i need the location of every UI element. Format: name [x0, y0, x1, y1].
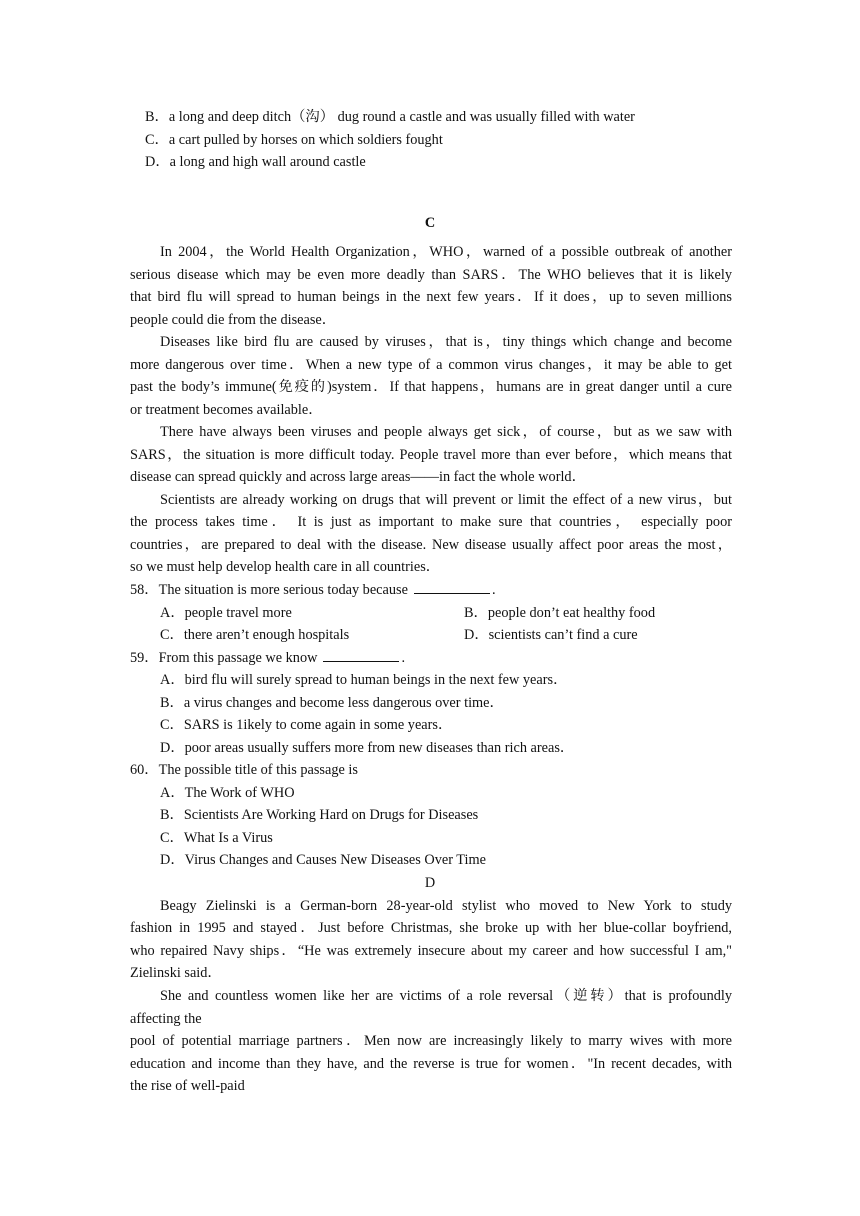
- q60-option-d: D．Virus Changes and Causes New Diseases Over Time: [160, 852, 486, 868]
- passage-c-p4-line1: Scientists are already working on drugs that will prevent or limit the effect of a new virus，but: [160, 492, 732, 508]
- q60-option-b: B．Scientists Are Working Hard on Drugs for Diseases: [160, 807, 479, 823]
- passage-d-p1-line1: Beagy Zielinski is a German-born 28-year-old stylist who moved to New York to study: [160, 898, 732, 914]
- passage-c-p1-line3: that bird flu will spread to human beings in the next few years．If it does，up to seven millions: [130, 289, 732, 305]
- question-58-stem: 58．The situation is more serious today because: [130, 582, 408, 598]
- question-59: [130, 648, 405, 668]
- passage-d-p2-line5: the rise of well-paid: [130, 1078, 245, 1094]
- passage-c-p3-line1: There have always been viruses and people always get sick，of course，but as we saw with: [160, 424, 732, 440]
- q59-option-d: D．poor areas usually suffers more from new diseases than rich areas．: [160, 740, 575, 756]
- passage-d-p1-line3: who repaired Navy ships．“He was extremely insecure about my career and how successful I am,": [130, 943, 732, 959]
- prev-option-c: C．a cart pulled by horses on which soldiers fought: [145, 132, 443, 148]
- passage-c-p3-line2: SARS，the situation is more difficult today. People travel more than ever before，which means that: [130, 447, 732, 463]
- prev-option-d: D．a long and high wall around castle: [145, 154, 366, 170]
- question-60-stem: 60．The possible title of this passage is: [130, 762, 358, 778]
- q60-option-a: A．The Work of WHO: [160, 785, 295, 801]
- passage-d-p2-line1: She and countless women like her are victims of a role reversal（逆转）that is profoundly: [160, 988, 732, 1004]
- passage-c-p2-line4: or treatment becomes available．: [130, 402, 323, 418]
- q59-option-a: A．bird flu will surely spread to human beings in the next few years．: [160, 672, 568, 688]
- question-59-stem: 59．From this passage we know: [130, 650, 318, 666]
- passage-c-p2-line2: more dangerous over time．When a new type of a common virus changes，it may be able to get: [130, 357, 732, 373]
- passage-d-p1-line2: fashion in 1995 and stayed．Just before Christmas, she broke up with her blue-collar boyfriend,: [130, 920, 732, 936]
- passage-c-p1-line1: In 2004，the World Health Organization，WHO，warned of a possible outbreak of another: [160, 244, 732, 260]
- answer-blank: [414, 580, 490, 594]
- q58-option-b: B．people don’t eat healthy food: [464, 605, 656, 621]
- passage-c-p2-line3: past the body’s immune(免疫的)system．If that happens，humans are in great danger until a cure: [130, 379, 732, 395]
- passage-d-p1-line4: Zielinski said．: [130, 965, 222, 981]
- passage-c-p1-line2: serious disease which may be even more deadly than SARS．The WHO believes that it is likely: [130, 267, 732, 283]
- passage-c-p4-line3: countries，are prepared to deal with the disease. New disease usually affect poor areas the most，: [130, 537, 732, 553]
- q58-option-a: A．people travel more: [160, 605, 292, 621]
- passage-c-p4-line4: so we must help develop health care in all countries．: [130, 559, 441, 575]
- answer-blank: [323, 648, 399, 662]
- passage-d-p2-line3: pool of potential marriage partners．Men now are increasingly likely to marry wives with more: [130, 1033, 732, 1049]
- passage-c-p4-line2: the process takes time． It is just as important to make sure that countries， especially poor: [130, 514, 732, 530]
- prev-option-b: B．a long and deep ditch（沟） dug round a castle and was usually filled with water: [145, 109, 635, 125]
- section-c-heading: C: [424, 215, 436, 231]
- passage-c-p2-line1: Diseases like bird flu are caused by viruses，that is，tiny things which change and become: [160, 334, 732, 350]
- question-58: [130, 580, 496, 600]
- passage-c-p1-line4: people could die from the disease．: [130, 312, 337, 328]
- passage-d-p2-line2: affecting the: [130, 1011, 202, 1027]
- passage-d-p2-line4: education and income than they have, and the reverse is true for women．"In recent decades, with: [130, 1056, 732, 1072]
- q60-option-c: C．What Is a Virus: [160, 830, 273, 846]
- passage-c-p3-line3: disease can spread quickly and across large areas——in fact the whole world．: [130, 469, 586, 485]
- q58-option-d: D．scientists can’t find a cure: [464, 627, 638, 643]
- question-59-end: .: [401, 650, 406, 666]
- section-d-heading: D: [424, 875, 436, 891]
- q59-option-b: B．a virus changes and become less dangerous over time．: [160, 695, 504, 711]
- q58-option-c: C．there aren’t enough hospitals: [160, 627, 350, 643]
- q59-option-c: C．SARS is 1ikely to come again in some years．: [160, 717, 453, 733]
- question-58-end: .: [491, 582, 496, 598]
